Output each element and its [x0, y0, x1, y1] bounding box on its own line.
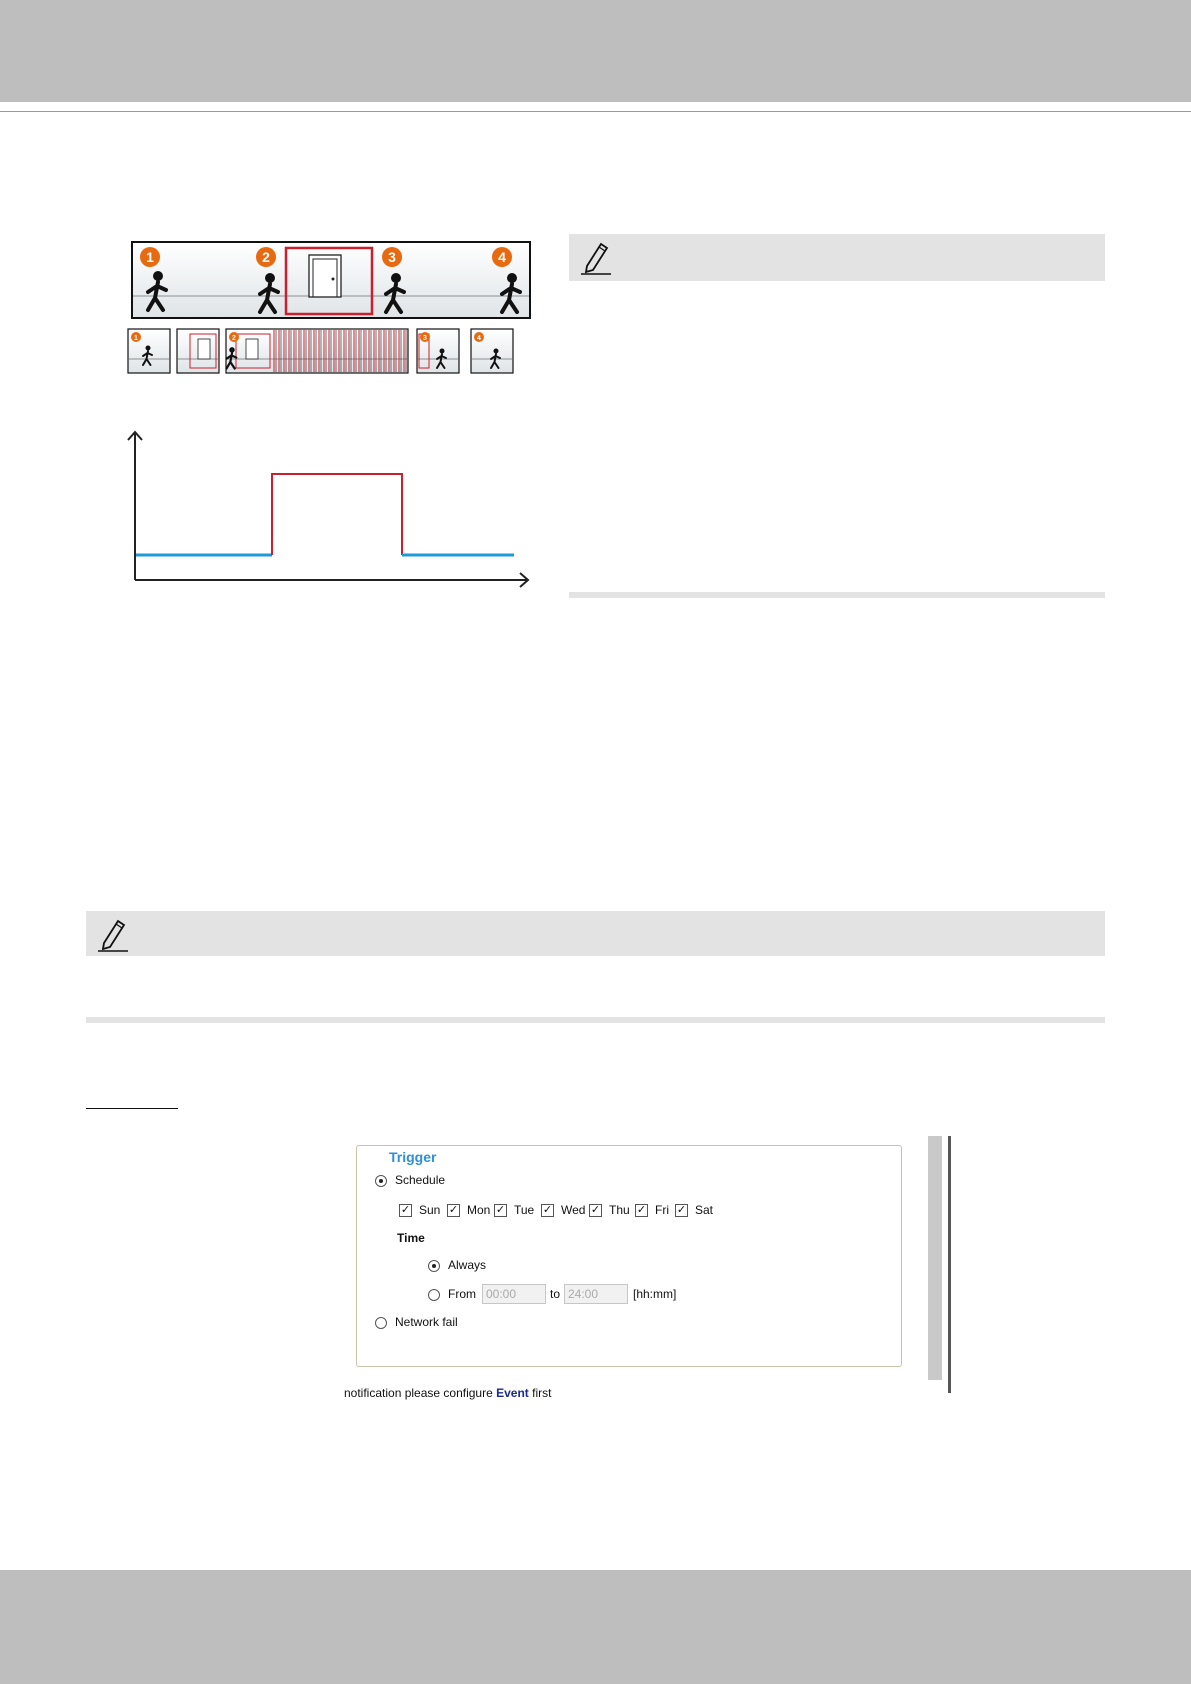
network-fail-label: Network fail	[395, 1315, 458, 1329]
pencil-icon	[94, 915, 130, 953]
time-format-hint: [hh:mm]	[633, 1287, 677, 1301]
day-checkbox-thu[interactable]: ✓	[590, 1204, 601, 1216]
note-suffix: first	[528, 1386, 552, 1400]
day-label-mon: Mon	[467, 1203, 491, 1217]
signal-alarm-pulse	[272, 474, 402, 555]
trigger-settings-panel	[344, 1133, 952, 1393]
svg-text:1: 1	[134, 335, 138, 342]
thumbnail-1	[128, 329, 170, 373]
header-rule	[0, 111, 1191, 112]
day-label-tue: Tue	[514, 1203, 535, 1217]
marker-4	[492, 247, 512, 267]
note-header-bottom	[86, 911, 1105, 956]
day-label-wed: Wed	[561, 1203, 586, 1217]
marker-3	[382, 247, 402, 267]
always-radio[interactable]	[428, 1260, 440, 1272]
day-checkbox-sun[interactable]: ✓	[400, 1204, 411, 1216]
marker-1	[140, 247, 160, 267]
svg-text:3: 3	[423, 335, 427, 342]
day-checkbox-tue[interactable]: ✓	[495, 1204, 506, 1216]
day-label-fri: Fri	[655, 1203, 669, 1217]
from-time-input[interactable]	[482, 1284, 546, 1304]
day-label-sat: Sat	[695, 1203, 714, 1217]
pencil-icon	[577, 238, 613, 276]
thumbnail-3-sequence	[226, 329, 408, 373]
note-rule-bottom	[86, 1017, 1105, 1023]
panel-scroll-edge	[948, 1136, 951, 1393]
day-label-sun: Sun	[419, 1203, 441, 1217]
time-heading: Time	[397, 1231, 425, 1245]
day-checkbox-sat[interactable]: ✓	[676, 1204, 687, 1216]
always-label: Always	[448, 1258, 487, 1272]
marker-2	[256, 247, 276, 267]
page-header-band	[0, 0, 1191, 102]
svg-text:1: 1	[146, 249, 154, 265]
trigger-legend: Trigger	[385, 1149, 440, 1165]
note-rule-top	[569, 592, 1105, 598]
motion-scene-illustration	[126, 238, 538, 378]
trigger-signal-diagram	[124, 428, 536, 588]
trigger-fieldset	[356, 1145, 902, 1367]
y-axis	[128, 432, 142, 580]
svg-text:4: 4	[498, 249, 506, 265]
svg-text:4: 4	[477, 335, 481, 342]
svg-text:2: 2	[262, 249, 270, 265]
thumbnail-2	[177, 329, 219, 373]
event-link[interactable]: Event	[496, 1386, 529, 1400]
panel-scrollbar[interactable]	[928, 1136, 942, 1380]
door-icon	[309, 255, 341, 297]
thumbnail-strip	[128, 329, 513, 373]
day-checkbox-fri[interactable]: ✓	[636, 1204, 647, 1216]
note-prefix: notification please configure	[344, 1386, 497, 1400]
day-checkbox-mon[interactable]: ✓	[448, 1204, 459, 1216]
from-radio[interactable]	[428, 1289, 440, 1301]
to-label: to	[550, 1287, 561, 1301]
section-underline	[86, 1108, 178, 1109]
day-checkbox-wed[interactable]: ✓	[542, 1204, 553, 1216]
note-header-top	[569, 234, 1105, 281]
svg-text:3: 3	[388, 249, 396, 265]
thumbnail-4	[417, 329, 459, 373]
from-label: From	[448, 1287, 476, 1301]
thumbnail-5	[471, 329, 513, 373]
schedule-radio[interactable]	[375, 1175, 387, 1187]
event-configure-note	[344, 1386, 551, 1400]
day-label-thu: Thu	[609, 1203, 630, 1217]
x-axis	[135, 573, 528, 587]
to-time-input[interactable]	[564, 1284, 628, 1304]
svg-text:2: 2	[232, 335, 236, 342]
network-fail-radio[interactable]	[375, 1317, 387, 1329]
schedule-label: Schedule	[395, 1173, 446, 1187]
page-footer-band	[0, 1570, 1191, 1684]
